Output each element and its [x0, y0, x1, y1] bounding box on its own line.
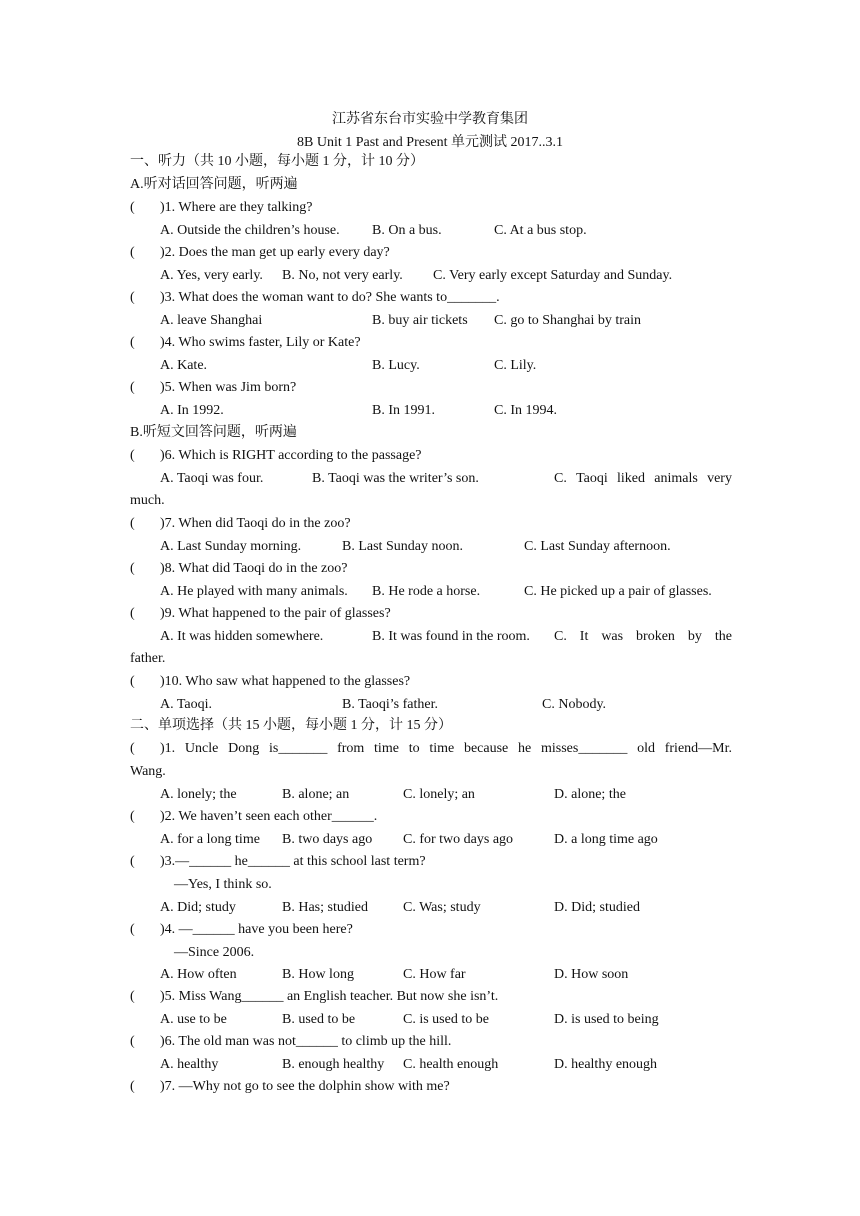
- answer-blank[interactable]: (: [130, 1034, 135, 1049]
- question-stem: )4. Who swims faster, Lily or Kate?: [160, 335, 361, 350]
- answer-blank[interactable]: (: [130, 380, 135, 395]
- answer-blank[interactable]: (: [130, 561, 135, 576]
- question-stem: )9. What happened to the pair of glasses?: [160, 606, 391, 621]
- question-stem: )7. —Why not go to see the dolphin show with me?: [160, 1079, 450, 1094]
- answer-blank[interactable]: (: [130, 854, 135, 869]
- option-b: B. enough healthy: [282, 1057, 385, 1072]
- option-c: C. lonely; an: [403, 787, 475, 802]
- option-b: B. Taoqi was the writer’s son.: [312, 471, 479, 486]
- question-stem: )8. What did Taoqi do in the zoo?: [160, 561, 348, 576]
- question-stem: )2. We haven’t seen each other______.: [160, 809, 378, 824]
- option-a: A. In 1992.: [160, 403, 224, 418]
- option-b: B. On a bus.: [372, 223, 442, 238]
- answer-blank[interactable]: (: [130, 989, 135, 1004]
- option-b: B. Lucy.: [372, 358, 420, 373]
- option-b: B. Last Sunday noon.: [342, 539, 463, 554]
- school-name: 江苏省东台市实验中学教育集团: [332, 112, 528, 127]
- dialogue-reply: —Since 2006.: [174, 945, 255, 960]
- question-stem: )6. The old man was not______ to climb up the hill.: [160, 1034, 452, 1049]
- option-c: C. health enough: [403, 1057, 499, 1072]
- option-d: D. healthy enough: [554, 1057, 658, 1072]
- option-a: A. for a long time: [160, 832, 260, 847]
- question-stem: )5. Miss Wang______ an English teacher. But now she isn’t.: [160, 989, 499, 1004]
- option-a: A. Yes, very early.: [160, 268, 263, 283]
- answer-blank[interactable]: (: [130, 1079, 135, 1094]
- option-c: C. is used to be: [403, 1012, 489, 1027]
- option-b: B. Has; studied: [282, 900, 368, 915]
- question-stem: )1. Where are they talking?: [160, 200, 313, 215]
- option-a: A. It was hidden somewhere.: [160, 629, 324, 644]
- option-a: A. lonely; the: [160, 787, 237, 802]
- section1-heading: 一、听力（共 10 小题，每小题 1 分，计 10 分）: [130, 154, 424, 169]
- option-c: C. Was; study: [403, 900, 481, 915]
- option-a: A. Outside the children’s house.: [160, 223, 340, 238]
- option-b: B. Taoqi’s father.: [342, 697, 438, 712]
- answer-blank[interactable]: (: [130, 741, 135, 756]
- option-a: A. healthy: [160, 1057, 219, 1072]
- section2-heading: 二、单项选择（共 15 小题，每小题 1 分，计 15 分）: [130, 718, 452, 733]
- option-a: A. Did; study: [160, 900, 236, 915]
- option-d: D. Did; studied: [554, 900, 640, 915]
- option-b: B. two days ago: [282, 832, 373, 847]
- answer-blank[interactable]: (: [130, 200, 135, 215]
- section1-partB: B.听短文回答问题，听两遍: [130, 425, 297, 440]
- question-stem: )1. Uncle Dong is_______ from time to time because he misses_______ old friend—Mr.: [160, 741, 732, 756]
- answer-blank[interactable]: (: [130, 245, 135, 260]
- option-c: C. Nobody.: [542, 697, 607, 712]
- question-stem: )3.—______ he______ at this school last term?: [160, 854, 426, 869]
- option-a: A. use to be: [160, 1012, 227, 1027]
- option-a: A. He played with many animals.: [160, 584, 348, 599]
- option-d: D. is used to being: [554, 1012, 659, 1027]
- question-stem: )3. What does the woman want to do? She wants to_______.: [160, 290, 500, 305]
- option-c: C. At a bus stop.: [494, 223, 587, 238]
- option-c: C. Taoqi liked animals very: [554, 471, 732, 486]
- option-c: C. Lily.: [494, 358, 537, 373]
- test-title: 8B Unit 1 Past and Present 单元测试 2017..3.1: [297, 135, 563, 150]
- option-c: C. He picked up a pair of glasses.: [524, 584, 712, 599]
- option-c: C. Last Sunday afternoon.: [524, 539, 671, 554]
- question-stem: )2. Does the man get up early every day?: [160, 245, 390, 260]
- option-a: A. Kate.: [160, 358, 208, 373]
- option-d: D. How soon: [554, 967, 629, 982]
- option-b: B. In 1991.: [372, 403, 435, 418]
- option-c: C. How far: [403, 967, 466, 982]
- answer-blank[interactable]: (: [130, 809, 135, 824]
- option-a: A. How often: [160, 967, 237, 982]
- answer-blank[interactable]: (: [130, 922, 135, 937]
- answer-blank[interactable]: (: [130, 606, 135, 621]
- option-a: A. leave Shanghai: [160, 313, 263, 328]
- option-a: A. Taoqi.: [160, 697, 213, 712]
- answer-blank[interactable]: (: [130, 674, 135, 689]
- answer-blank[interactable]: (: [130, 335, 135, 350]
- question-stem: )5. When was Jim born?: [160, 380, 297, 395]
- question-stem: )6. Which is RIGHT according to the passage?: [160, 448, 422, 463]
- option-b: B. alone; an: [282, 787, 350, 802]
- option-c-continued: much.: [130, 493, 165, 508]
- answer-blank[interactable]: (: [130, 448, 135, 463]
- option-c: C. In 1994.: [494, 403, 557, 418]
- option-d: D. a long time ago: [554, 832, 658, 847]
- question-stem-continued: Wang.: [130, 764, 166, 779]
- question-stem: )7. When did Taoqi do in the zoo?: [160, 516, 351, 531]
- option-a: A. Taoqi was four.: [160, 471, 264, 486]
- answer-blank[interactable]: (: [130, 290, 135, 305]
- option-d: D. alone; the: [554, 787, 626, 802]
- option-a: A. Last Sunday morning.: [160, 539, 302, 554]
- option-c: C. go to Shanghai by train: [494, 313, 641, 328]
- option-b: B. It was found in the room.: [372, 629, 530, 644]
- option-c: C. for two days ago: [403, 832, 514, 847]
- option-c: C. Very early except Saturday and Sunday.: [433, 268, 673, 283]
- option-c: C. It was broken by the: [554, 629, 732, 644]
- option-c-continued: father.: [130, 651, 166, 666]
- option-b: B. He rode a horse.: [372, 584, 481, 599]
- option-b: B. used to be: [282, 1012, 356, 1027]
- option-b: B. How long: [282, 967, 354, 982]
- question-stem: )4. —______ have you been here?: [160, 922, 353, 937]
- question-stem: )10. Who saw what happened to the glasses?: [160, 674, 411, 689]
- dialogue-reply: —Yes, I think so.: [174, 877, 272, 892]
- option-b: B. buy air tickets: [372, 313, 468, 328]
- answer-blank[interactable]: (: [130, 516, 135, 531]
- option-b: B. No, not very early.: [282, 268, 403, 283]
- section1-partA: A.听对话回答问题，听两遍: [130, 177, 298, 192]
